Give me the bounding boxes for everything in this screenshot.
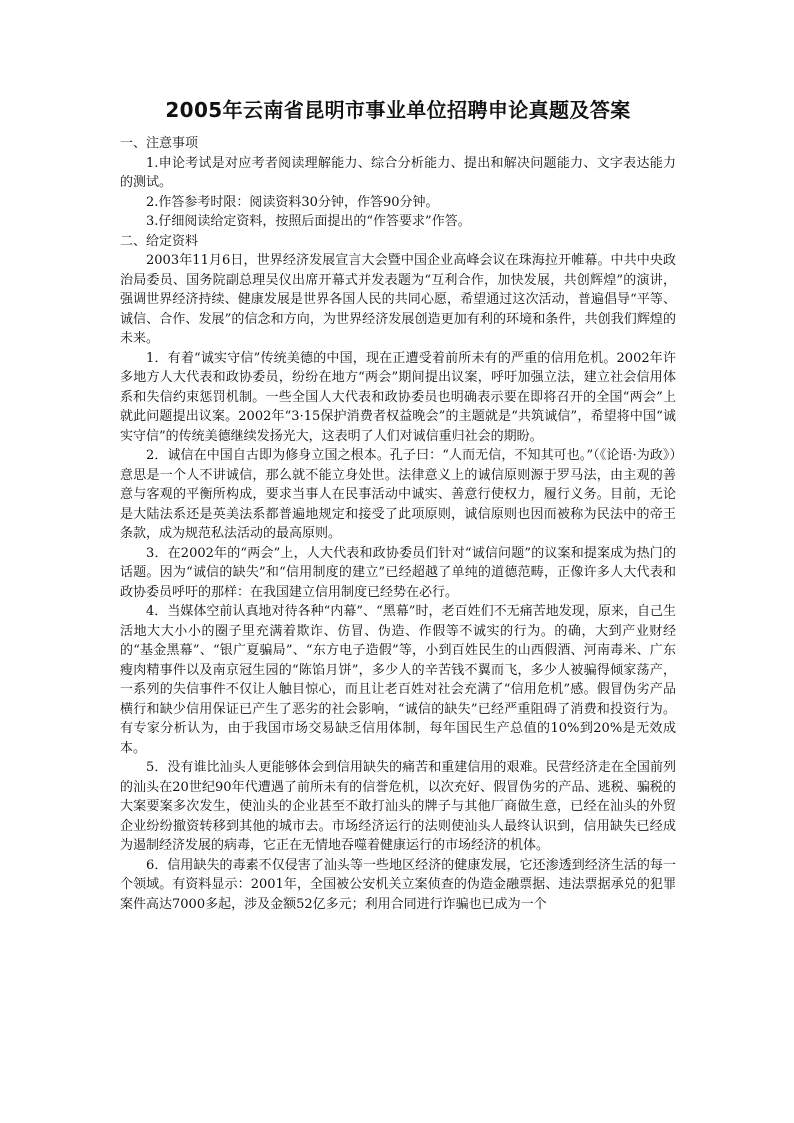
- body-paragraph: 1．有着“诚实守信”传统美德的中国，现在正遭受着前所未有的严重的信用危机。2002年许多地方人大代表和政协委员，纷纷在地方“两会”期间提出议案，呼吁加强立法，建立社会信用体系和失信约束惩罚机制。一些全国人大代表和政协委员也明确表示要在即将召开的全国“两会”上就此问题提出议案。2002年“3·15保护消费者权益晚会”的主题就是“共筑诚信”，希望将中国“诚实守信”的传统美德继续发扬光大，这表明了人们对诚信重归社会的期盼。: [120, 350, 676, 444]
- note-item: 1.申论考试是对应考者阅读理解能力、综合分析能力、提出和解决问题能力、文字表达能力的测试。: [120, 155, 676, 190]
- body-paragraph: 2003年11月6日，世界经济发展宣言大会暨中国企业高峰会议在珠海拉开帷幕。中共中央政治局委员、国务院副总理吴仪出席开幕式并发表题为“互利合作，加快发展，共创辉煌”的演讲，强调世界经济持续、健康发展是世界各国人民的共同心愿，希望通过这次活动，普遍倡导“平等、诚信、合作、发展”的信念和方向，为世界经济发展创造更加有利的环境和条件，共创我们辉煌的未来。: [120, 253, 676, 346]
- body-paragraph: 6．信用缺失的毒素不仅侵害了汕头等一些地区经济的健康发展，它还渗透到经济生活的每一个领域。有资料显示：2001年，全国被公安机关立案侦查的伪造金融票据、违法票据承兑的犯罪案件高达7000多起，涉及金额52亿多元；利用合同进行诈骗也已成为一个: [120, 857, 676, 912]
- document-title: 2005年云南省昆明市事业单位招聘申论真题及答案: [165, 98, 631, 122]
- body-paragraph: 2．诚信在中国自古即为修身立国之根本。孔子曰：“人而无信，不知其可也。”（《论语·为政》）意思是一个人不讲诚信，那么就不能立身处世。法律意义上的诚信原则源于罗马法，由主观的善意与客观的平衡所构成，要求当事人在民事活动中诚实、善意行使权力，履行义务。目前，无论是大陆法系还是英美法系都普遍地规定和接受了此项原则，诚信原则也因而被称为民法中的帝王条款，成为规范私法活动的最高原则。: [120, 448, 676, 541]
- body-paragraph: 4．当媒体空前认真地对待各种“内幕”、“黑幕”时，老百姓们不无痛苦地发现，原来，自己生活地大大小小的圈子里充满着欺诈、仿冒、伪造、作假等不诚实的行为。的确，大到产业财经的“基金黑幕”、“银广夏骗局”、“东方电子造假”等，小到百姓民生的山西假酒、河南毒米、广东瘦肉精事件以及南京冠生园的“陈馅月饼”，多少人的辛苦钱不翼而飞，多少人被骗得倾家荡产，一系列的失信事件不仅让人触目惊心，而且让老百姓对社会充满了“信用危机”感。假冒伪劣产品横行和缺少信用保证已产生了恶劣的社会影响，“诚信的缺失”已经严重阻碍了消费和投资行为。有专家分析认为，由于我国市场交易缺乏信用体制，每年国民生产总值的10%到20%是无效成本。: [120, 604, 676, 756]
- note-item: 2.作答参考时限：阅读资料30分钟，作答90分钟。: [146, 194, 439, 210]
- document-page: [120, 96, 676, 914]
- body-paragraph: 5．没有谁比汕头人更能够体会到信用缺失的痛苦和重建信用的艰难。民营经济走在全国前列的汕头在20世纪90年代遭遇了前所未有的信誉危机，以次充好、假冒伪劣的产品、逃税、骗税的大案要案多次发生，使汕头的企业甚至不敢打汕头的牌子与其他厂商做生意，已经在汕头的外贸企业纷纷撤资转移到其他的城市去。市场经济运行的法则使汕头人最终认识到，信用缺失已经成为遏制经济发展的病毒，它正在无情地吞噬着健康运行的市场经济的机体。: [120, 760, 676, 853]
- body-paragraph: 3．在2002年的“两会”上，人大代表和政协委员们针对“诚信问题”的议案和提案成为热门的话题。因为“诚信的缺失”和“信用制度的建立”已经超越了单纯的道德范畴，正像许多人大代表和政协委员呼吁的那样：在我国建立信用制度已经势在必行。: [120, 545, 676, 600]
- section-heading-notes: 一、注意事项: [120, 136, 199, 151]
- note-item: 3.仔细阅读给定资料，按照后面提出的“作答要求”作答。: [146, 214, 471, 229]
- section-heading-materials: 二、给定资料: [120, 233, 199, 249]
